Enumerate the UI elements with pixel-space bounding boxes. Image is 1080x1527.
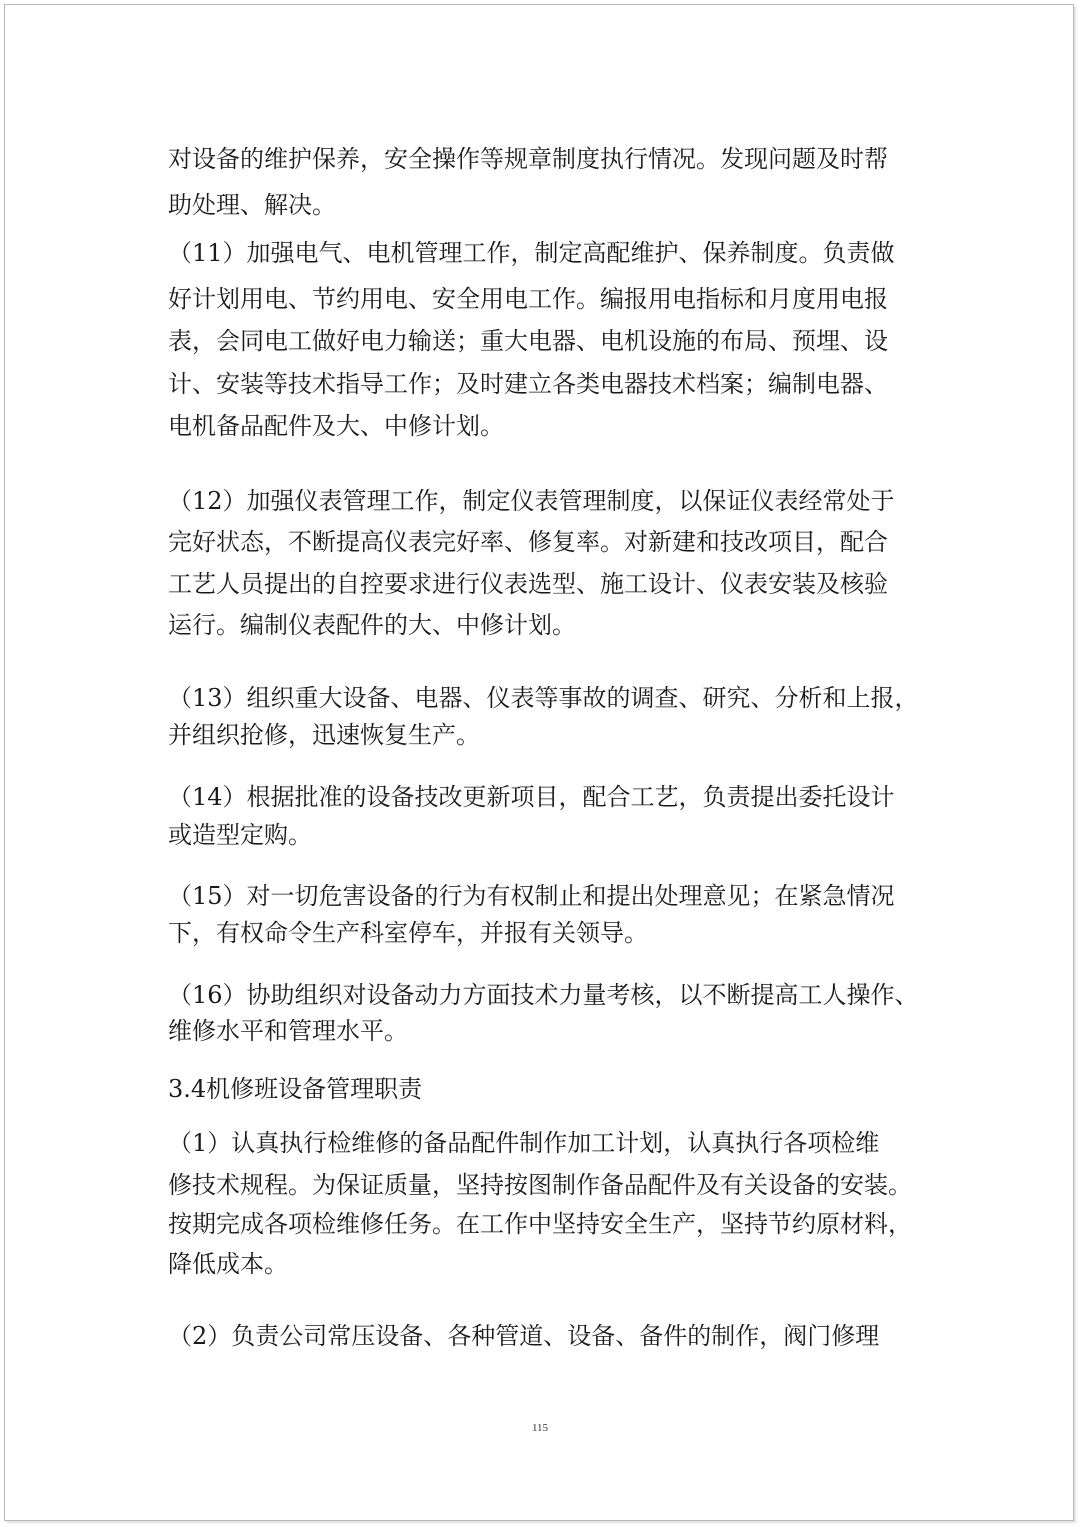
text-line: 计、安装等技术指导工作；及时建立各类电器技术档案；编制电器、 [168, 370, 888, 398]
section-heading: 3.4机修班设备管理职责 [168, 1075, 423, 1103]
text-line: 修技术规程。为保证质量，坚持按图制作备品配件及有关设备的安装。 [168, 1171, 912, 1199]
document-page [4, 4, 1074, 1521]
text-line: 并组织抢修，迅速恢复生产。 [168, 721, 480, 749]
text-line: （11）加强电气、电机管理工作，制定高配维护、保养制度。负责做 [168, 239, 895, 267]
page-number: 115 [531, 1422, 549, 1434]
text-line: 维修水平和管理水平。 [168, 1017, 408, 1045]
text-line: 对设备的维护保养，安全操作等规章制度执行情况。发现问题及时帮 [168, 145, 888, 173]
text-line: 表，会同电工做好电力输送；重大电器、电机设施的布局、预埋、设 [168, 327, 888, 355]
text-line: 工艺人员提出的自控要求进行仪表选型、施工设计、仪表安装及核验 [168, 570, 888, 598]
text-line: （2）负责公司常压设备、各种管道、设备、备件的制作，阀门修理 [168, 1322, 880, 1350]
text-line: （13）组织重大设备、电器、仪表等事故的调查、研究、分析和上报， [168, 684, 919, 712]
text-line: 完好状态，不断提高仪表完好率、修复率。对新建和技改项目，配合 [168, 528, 888, 556]
text-line: 按期完成各项检维修任务。在工作中坚持安全生产，坚持节约原材料， [168, 1210, 912, 1238]
text-line: 或造型定购。 [168, 821, 312, 849]
text-line: （16）协助组织对设备动力方面技术力量考核，以不断提高工人操作、 [168, 981, 919, 1009]
text-line: 下，有权命令生产科室停车，并报有关领导。 [168, 919, 648, 947]
text-line: 助处理、解决。 [168, 191, 336, 219]
text-line: 降低成本。 [168, 1250, 288, 1278]
text-line: 运行。编制仪表配件的大、中修计划。 [168, 611, 576, 639]
text-line: （15）对一切危害设备的行为有权制止和提出处理意见；在紧急情况 [168, 882, 895, 910]
text-line: 好计划用电、节约用电、安全用电工作。编报用电指标和月度用电报 [168, 285, 888, 313]
text-line: （12）加强仪表管理工作，制定仪表管理制度，以保证仪表经常处于 [168, 487, 895, 515]
text-line: （14）根据批准的设备技改更新项目，配合工艺，负责提出委托设计 [168, 783, 895, 811]
text-line: （1）认真执行检维修的备品配件制作加工计划，认真执行各项检维 [168, 1129, 880, 1157]
text-line: 电机备品配件及大、中修计划。 [168, 412, 504, 440]
